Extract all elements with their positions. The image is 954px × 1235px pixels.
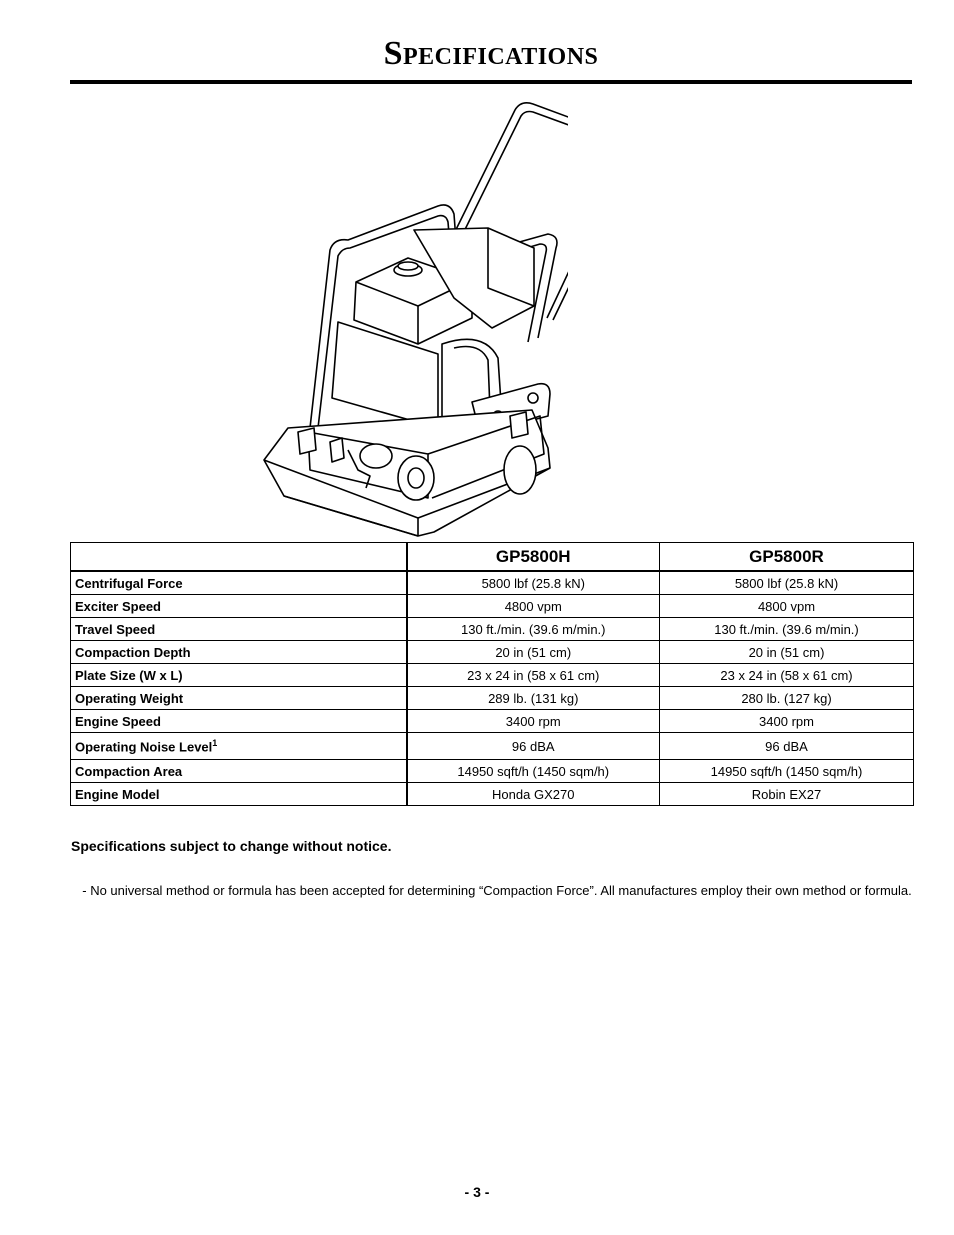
table-row [71, 783, 914, 806]
gp5800h-value: 96 dBA [407, 733, 660, 760]
specifications-table [70, 542, 914, 806]
row-label [71, 733, 407, 760]
footnote-text: - No universal method or formula has been accepted for determining “Compaction Force”. All manufactures employ their own method or formula. [82, 883, 912, 898]
table-row [71, 618, 914, 641]
gp5800r-value: 130 ft./min. (39.6 m/min.) [660, 618, 914, 641]
gp5800h-value: 4800 vpm [407, 595, 660, 618]
footnote-marker: 1 [212, 737, 218, 748]
table-header-row [71, 543, 914, 572]
gp5800r-value: Robin EX27 [660, 783, 914, 806]
row-label: Plate Size (W x L) [71, 664, 407, 687]
gp5800r-value: 23 x 24 in (58 x 61 cm) [660, 664, 914, 687]
row-label: Travel Speed [71, 618, 407, 641]
table-row [71, 760, 914, 783]
gp5800r-value: 5800 lbf (25.8 kN) [660, 571, 914, 595]
header-blank-cell [71, 543, 407, 572]
gp5800h-value: Honda GX270 [407, 783, 660, 806]
table-row [71, 733, 914, 760]
gp5800r-value: 280 lb. (127 kg) [660, 687, 914, 710]
plate-compactor-illustration [258, 98, 568, 538]
table-row [71, 710, 914, 733]
gp5800h-value: 20 in (51 cm) [407, 641, 660, 664]
page-number: - 3 - [464, 1184, 490, 1200]
header-gp5800h: GP5800H [407, 543, 660, 572]
gp5800h-value: 3400 rpm [407, 710, 660, 733]
row-label: Compaction Area [71, 760, 407, 783]
row-label: Operating Weight [71, 687, 407, 710]
gp5800h-value: 289 lb. (131 kg) [407, 687, 660, 710]
table-row [71, 595, 914, 618]
gp5800r-value: 3400 rpm [660, 710, 914, 733]
row-label: Exciter Speed [71, 595, 407, 618]
gp5800h-value: 5800 lbf (25.8 kN) [407, 571, 660, 595]
gp5800r-value: 96 dBA [660, 733, 914, 760]
gp5800h-value: 23 x 24 in (58 x 61 cm) [407, 664, 660, 687]
table-row [71, 571, 914, 595]
table-row [71, 687, 914, 710]
row-label-text: Operating Noise Level [75, 739, 213, 755]
header-gp5800r: GP5800R [660, 543, 914, 572]
row-label: Compaction Depth [71, 641, 407, 664]
gp5800h-value: 14950 sqft/h (1450 sqm/h) [407, 760, 660, 783]
gp5800h-value: 130 ft./min. (39.6 m/min.) [407, 618, 660, 641]
table-row [71, 664, 914, 687]
table-row [71, 641, 914, 664]
gp5800r-value: 20 in (51 cm) [660, 641, 914, 664]
page-title: Specifications [383, 35, 599, 72]
row-label: Engine Speed [71, 710, 407, 733]
row-label: Engine Model [71, 783, 407, 806]
gp5800r-value: 14950 sqft/h (1450 sqm/h) [660, 760, 914, 783]
change-notice: Specifications subject to change without notice. [71, 838, 392, 854]
title-divider [70, 80, 912, 84]
row-label: Centrifugal Force [71, 571, 407, 595]
gp5800r-value: 4800 vpm [660, 595, 914, 618]
